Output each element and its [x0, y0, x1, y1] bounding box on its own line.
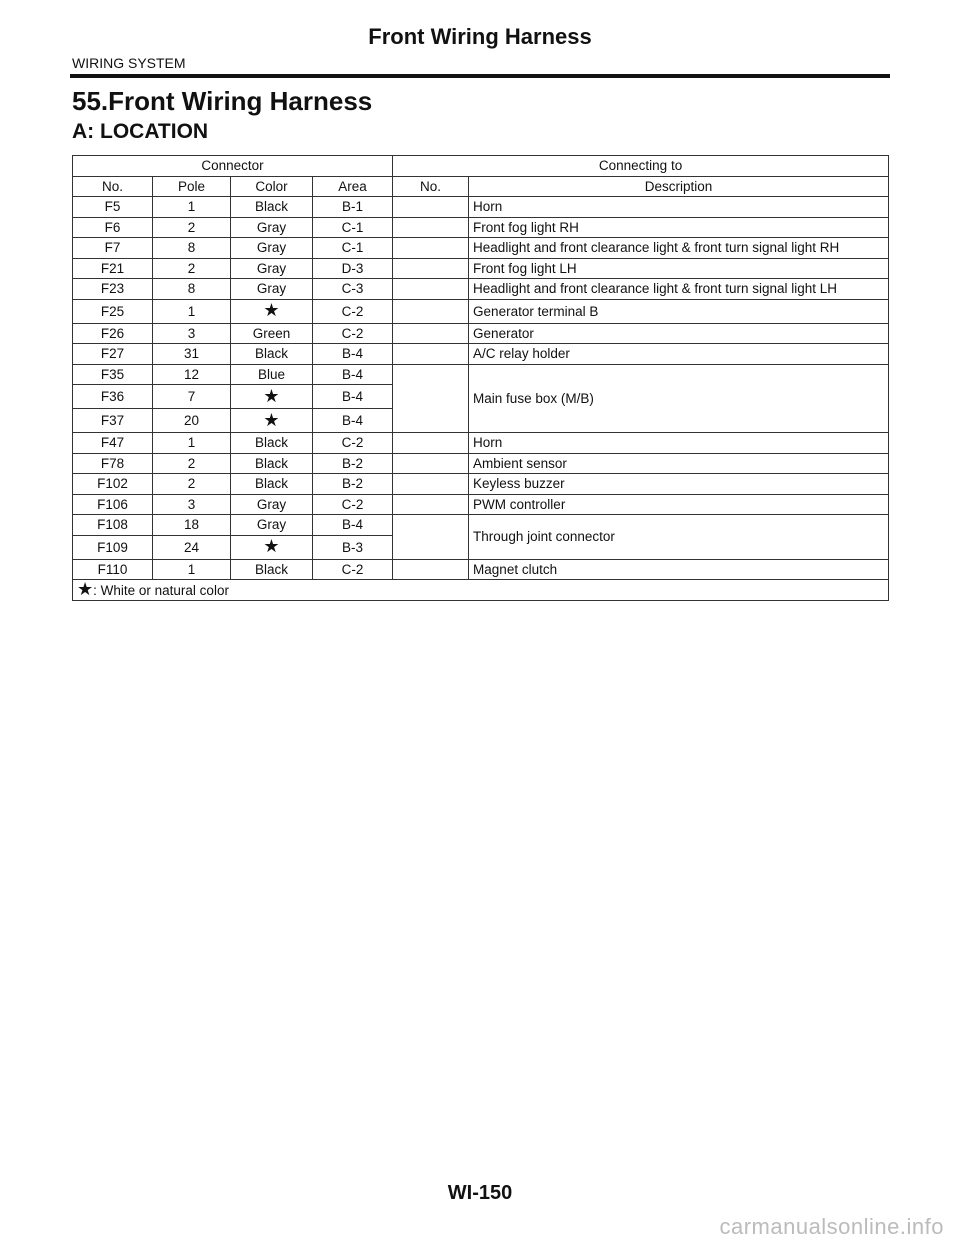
cell-pole: 12: [153, 364, 231, 385]
cell-to-no: [393, 344, 469, 365]
cell-color: Gray: [231, 279, 313, 300]
cell-description: PWM controller: [469, 494, 889, 515]
col-header-color: Color: [231, 176, 313, 197]
cell-color: Gray: [231, 217, 313, 238]
cell-color: Blue: [231, 364, 313, 385]
cell-description: Headlight and front clearance light & front turn signal light RH: [469, 238, 889, 259]
col-header-pole: Pole: [153, 176, 231, 197]
cell-no: F7: [73, 238, 153, 259]
page-number: WI-150: [447, 1182, 513, 1204]
cell-area: B-4: [313, 364, 393, 385]
cell-area: C-2: [313, 433, 393, 454]
cell-area: B-1: [313, 197, 393, 218]
cell-color: [231, 385, 313, 409]
cell-description: Through joint connector: [469, 515, 889, 560]
table-row: [73, 515, 889, 536]
table-row: [73, 258, 889, 279]
cell-description: Front fog light LH: [469, 258, 889, 279]
star-icon: ★: [263, 385, 280, 406]
cell-pole: 2: [153, 474, 231, 495]
cell-pole: 3: [153, 494, 231, 515]
cell-area: B-4: [313, 344, 393, 365]
cell-area: B-2: [313, 453, 393, 474]
cell-to-no: [393, 474, 469, 495]
col-header-description: Description: [469, 176, 889, 197]
cell-no: F108: [73, 515, 153, 536]
cell-no: F21: [73, 258, 153, 279]
cell-color: Black: [231, 453, 313, 474]
star-icon: ★: [263, 536, 280, 556]
cell-area: C-2: [313, 323, 393, 344]
cell-pole: 8: [153, 279, 231, 300]
table-row: [73, 279, 889, 300]
cell-description: A/C relay holder: [469, 344, 889, 365]
cell-no: F5: [73, 197, 153, 218]
cell-color: Black: [231, 433, 313, 454]
table-row: [73, 238, 889, 259]
cell-no: F106: [73, 494, 153, 515]
cell-to-no: [393, 323, 469, 344]
cell-color: Gray: [231, 515, 313, 536]
cell-color: Black: [231, 559, 313, 580]
note-text: : White or natural color: [93, 582, 229, 598]
cell-color: Gray: [231, 494, 313, 515]
cell-color: [231, 535, 313, 559]
table-column-header-row: [73, 176, 889, 197]
cell-pole: 3: [153, 323, 231, 344]
cell-pole: 2: [153, 453, 231, 474]
cell-area: B-4: [313, 515, 393, 536]
table-row: [73, 433, 889, 454]
cell-to-no: [393, 494, 469, 515]
col-header-area: Area: [313, 176, 393, 197]
cell-to-no: [393, 258, 469, 279]
cell-description: Keyless buzzer: [469, 474, 889, 495]
cell-pole: 31: [153, 344, 231, 365]
watermark: carmanualsonline.info: [719, 1214, 944, 1239]
sub-heading: A: LOCATION: [72, 120, 209, 143]
cell-to-no: [393, 197, 469, 218]
cell-no: F35: [73, 364, 153, 385]
cell-pole: 7: [153, 385, 231, 409]
connector-table: [72, 155, 889, 601]
star-icon: ★: [263, 300, 280, 320]
cell-description: Headlight and front clearance light & front turn signal light LH: [469, 279, 889, 300]
cell-no: F26: [73, 323, 153, 344]
cell-color: Black: [231, 197, 313, 218]
table-row: [73, 474, 889, 495]
cell-area: C-2: [313, 494, 393, 515]
group-header-connecting-to: Connecting to: [393, 156, 889, 177]
cell-to-no: [393, 515, 469, 560]
cell-no: F25: [73, 299, 153, 323]
cell-no: F37: [73, 409, 153, 433]
cell-pole: 1: [153, 433, 231, 454]
cell-no: F36: [73, 385, 153, 409]
cell-to-no: [393, 453, 469, 474]
cell-pole: 20: [153, 409, 231, 433]
cell-pole: 1: [153, 559, 231, 580]
cell-no: F102: [73, 474, 153, 495]
cell-description: Generator terminal B: [469, 299, 889, 323]
cell-color: [231, 409, 313, 433]
table-row: [73, 197, 889, 218]
cell-area: D-3: [313, 258, 393, 279]
col-header-to-no: No.: [393, 176, 469, 197]
cell-color: [231, 299, 313, 323]
cell-pole: 24: [153, 535, 231, 559]
table-row: [73, 364, 889, 385]
group-header-connector: Connector: [73, 156, 393, 177]
section-name: WIRING SYSTEM: [72, 55, 186, 71]
cell-no: F110: [73, 559, 153, 580]
header-rule: [70, 74, 890, 78]
cell-description: Magnet clutch: [469, 559, 889, 580]
cell-area: C-1: [313, 238, 393, 259]
cell-no: F6: [73, 217, 153, 238]
cell-pole: 8: [153, 238, 231, 259]
cell-to-no: [393, 299, 469, 323]
cell-area: C-1: [313, 217, 393, 238]
cell-color: Green: [231, 323, 313, 344]
cell-to-no: [393, 559, 469, 580]
cell-color: Black: [231, 474, 313, 495]
cell-no: F109: [73, 535, 153, 559]
cell-description: Horn: [469, 433, 889, 454]
table-row: [73, 217, 889, 238]
cell-area: B-3: [313, 535, 393, 559]
cell-description: Ambient sensor: [469, 453, 889, 474]
cell-no: F78: [73, 453, 153, 474]
cell-area: C-2: [313, 299, 393, 323]
cell-to-no: [393, 217, 469, 238]
cell-color: Black: [231, 344, 313, 365]
cell-color: Gray: [231, 238, 313, 259]
table-row: [73, 494, 889, 515]
cell-no: F27: [73, 344, 153, 365]
cell-no: F23: [73, 279, 153, 300]
cell-pole: 1: [153, 197, 231, 218]
cell-area: B-4: [313, 409, 393, 433]
star-icon: ★: [263, 409, 280, 430]
cell-description: Generator: [469, 323, 889, 344]
table-note-row: [73, 580, 889, 601]
table-row: [73, 559, 889, 580]
cell-to-no: [393, 279, 469, 300]
table-row: [73, 299, 889, 323]
cell-area: B-4: [313, 385, 393, 409]
page-heading: 55.Front Wiring Harness: [72, 86, 373, 116]
table-row: [73, 323, 889, 344]
table-note: [73, 580, 889, 601]
cell-color: Gray: [231, 258, 313, 279]
table-group-header-row: [73, 156, 889, 177]
cell-description: Horn: [469, 197, 889, 218]
cell-description: Main fuse box (M/B): [469, 364, 889, 433]
cell-pole: 18: [153, 515, 231, 536]
star-icon: ★: [77, 578, 94, 599]
table-row: [73, 453, 889, 474]
cell-pole: 1: [153, 299, 231, 323]
cell-description: Front fog light RH: [469, 217, 889, 238]
cell-to-no: [393, 433, 469, 454]
cell-pole: 2: [153, 217, 231, 238]
cell-area: B-2: [313, 474, 393, 495]
header-title: Front Wiring Harness: [368, 24, 592, 49]
cell-to-no: [393, 364, 469, 433]
table-row: [73, 344, 889, 365]
cell-area: C-3: [313, 279, 393, 300]
cell-area: C-2: [313, 559, 393, 580]
col-header-no: No.: [73, 176, 153, 197]
cell-to-no: [393, 238, 469, 259]
cell-pole: 2: [153, 258, 231, 279]
cell-no: F47: [73, 433, 153, 454]
